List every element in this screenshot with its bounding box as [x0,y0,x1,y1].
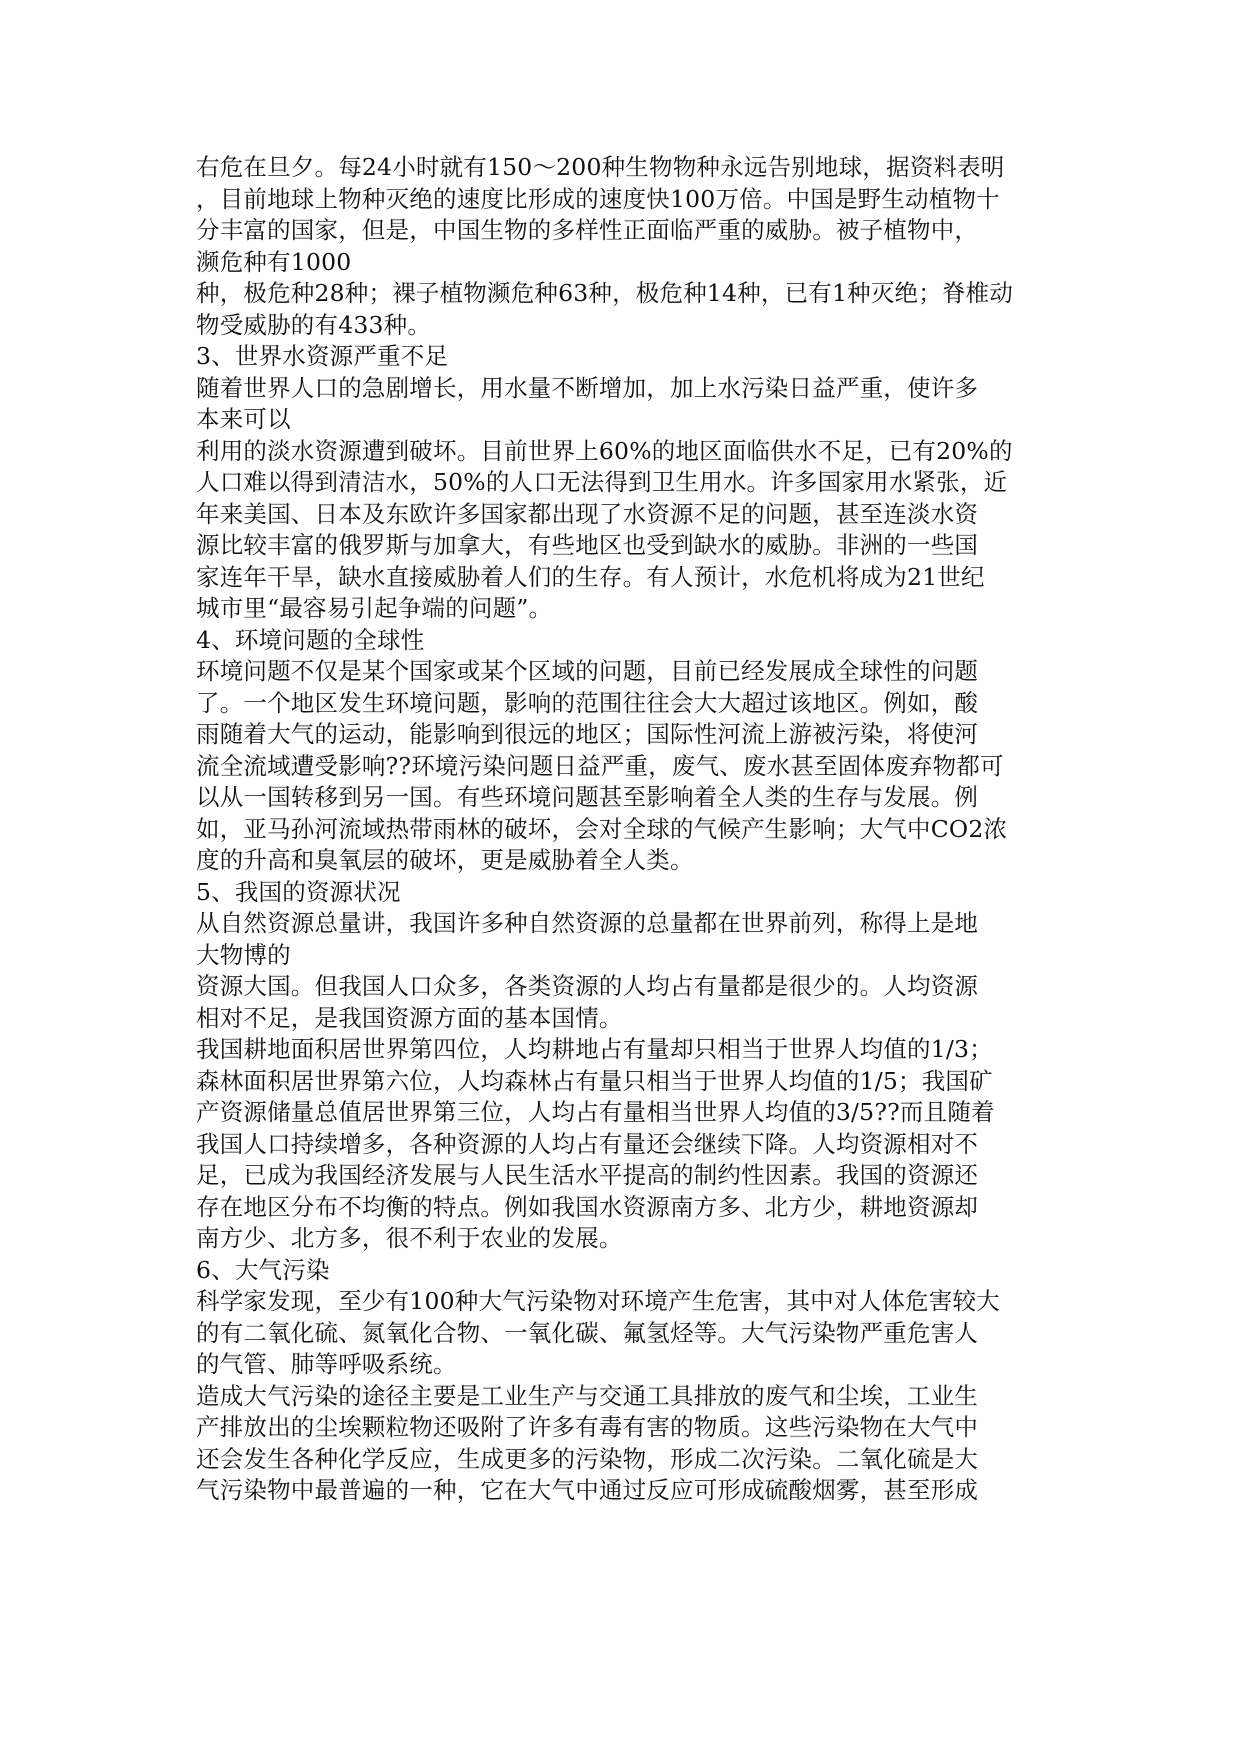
text-line: 雨随着大气的运动，能影响到很远的地区；国际性河流上游被污染，将使河 [196,720,979,748]
text-line: 产排放出的尘埃颗粒物还吸附了许多有毒有害的物质。这些污染物在大气中 [196,1413,979,1441]
text-line: 从自然资源总量讲，我国许多种自然资源的总量都在世界前列，称得上是地 [196,909,979,937]
document-body [196,152,1046,1507]
text-line: 流全流域遭受影响??环境污染问题日益严重，废气、废水甚至固体废弃物都可 [196,751,1004,780]
text-line: 城市里“最容易引起争端的问题”。 [196,594,553,622]
text-line: 相对不足，是我国资源方面的基本国情。 [196,1003,623,1032]
text-line: 气污染物中最普遍的一种，它在大气中通过反应可形成硫酸烟雾，甚至形成 [196,1476,979,1504]
text-line: 森林面积居世界第六位，人均森林占有量只相当于世界人均值的1/5；我国矿 [196,1066,993,1095]
section-heading: 5、我国的资源状况 [196,877,401,906]
text-line: 分丰富的国家，但是，中国生物的多样性正面临严重的威胁。被子植物中， [196,216,979,244]
text-line: 造成大气污染的途径主要是工业生产与交通工具排放的废气和尘埃，工业生 [196,1381,979,1410]
text-line: 还会发生各种化学反应，生成更多的污染物，形成二次污染。二氧化硫是大 [196,1444,979,1473]
text-line: 科学家发现，至少有100种大气污染物对环境产生危害，其中对人体危害较大 [196,1287,1000,1315]
text-line: ，目前地球上物种灭绝的速度比形成的速度快100万倍。中国是野生动植物十 [196,184,1000,213]
text-line: 环境问题不仅是某个国家或某个区域的问题，目前已经发展成全球性的问题 [196,657,979,685]
section-heading: 4、环境问题的全球性 [196,625,425,654]
text-line: 了。一个地区发生环境问题，影响的范围往往会大大超过该地区。例如，酸 [196,688,979,717]
section-heading: 6、大气污染 [196,1255,330,1284]
text-line: 产资源储量总值居世界第三位，人均占有量相当世界人均值的3/5??而且随着 [196,1098,995,1126]
text-line: 本来可以 [196,405,291,433]
text-line: 以从一国转移到另一国。有些环境问题甚至影响着全人类的生存与发展。例 [196,783,979,811]
text-line: 大物博的 [196,940,291,969]
text-line: 右危在旦夕。每24小时就有150～200种生物物种永远告别地球，据资料表明 [196,153,1005,181]
text-line: 利用的淡水资源遭到破坏。目前世界上60%的地区面临供水不足，已有20%的 [196,436,1013,465]
text-line: 如，亚马孙河流域热带雨林的破坏，会对全球的气候产生影响；大气中CO2浓 [196,814,1008,843]
text-line: 家连年干旱，缺水直接威胁着人们的生存。有人预计，水危机将成为21世纪 [196,562,985,591]
text-line: 源比较丰富的俄罗斯与加拿大，有些地区也受到缺水的威胁。非洲的一些国 [196,531,979,559]
text-line: 南方少、北方多，很不利于农业的发展。 [196,1224,623,1252]
text-line: 我国耕地面积居世界第四位，人均耕地占有量却只相当于世界人均值的1/3； [196,1035,993,1063]
text-line: 濒危种有1000 [196,247,352,276]
text-line: 我国人口持续增多，各种资源的人均占有量还会继续下降。人均资源相对不 [196,1129,979,1158]
text-line: 随着世界人口的急剧增长，用水量不断增加，加上水污染日益严重，使许多 [196,373,979,402]
text-line: 度的升高和臭氧层的破坏，更是威胁着全人类。 [196,846,694,874]
text-line: 的气管、肺等呼吸系统。 [196,1350,457,1378]
text-line: 足，已成为我国经济发展与人民生活水平提高的制约性因素。我国的资源还 [196,1161,979,1189]
text-line: 资源大国。但我国人口众多，各类资源的人均占有量都是很少的。人均资源 [196,972,979,1000]
text-line: 年来美国、日本及东欧许多国家都出现了水资源不足的问题，甚至连淡水资 [196,499,979,528]
text-line: 种，极危种28种；裸子植物濒危种63种，极危种14种，已有1种灭绝；脊椎动 [196,279,1014,307]
text-line: 物受威胁的有433种。 [196,310,432,339]
text-line: 的有二氧化硫、氮氧化合物、一氧化碳、氟氢烃等。大气污染物严重危害人 [196,1318,979,1347]
section-heading: 3、世界水资源严重不足 [196,342,449,370]
text-line: 存在地区分布不均衡的特点。例如我国水资源南方多、北方少，耕地资源却 [196,1192,979,1221]
text-line: 人口难以得到清洁水，50%的人口无法得到卫生用水。许多国家用水紧张，近 [196,468,1008,496]
